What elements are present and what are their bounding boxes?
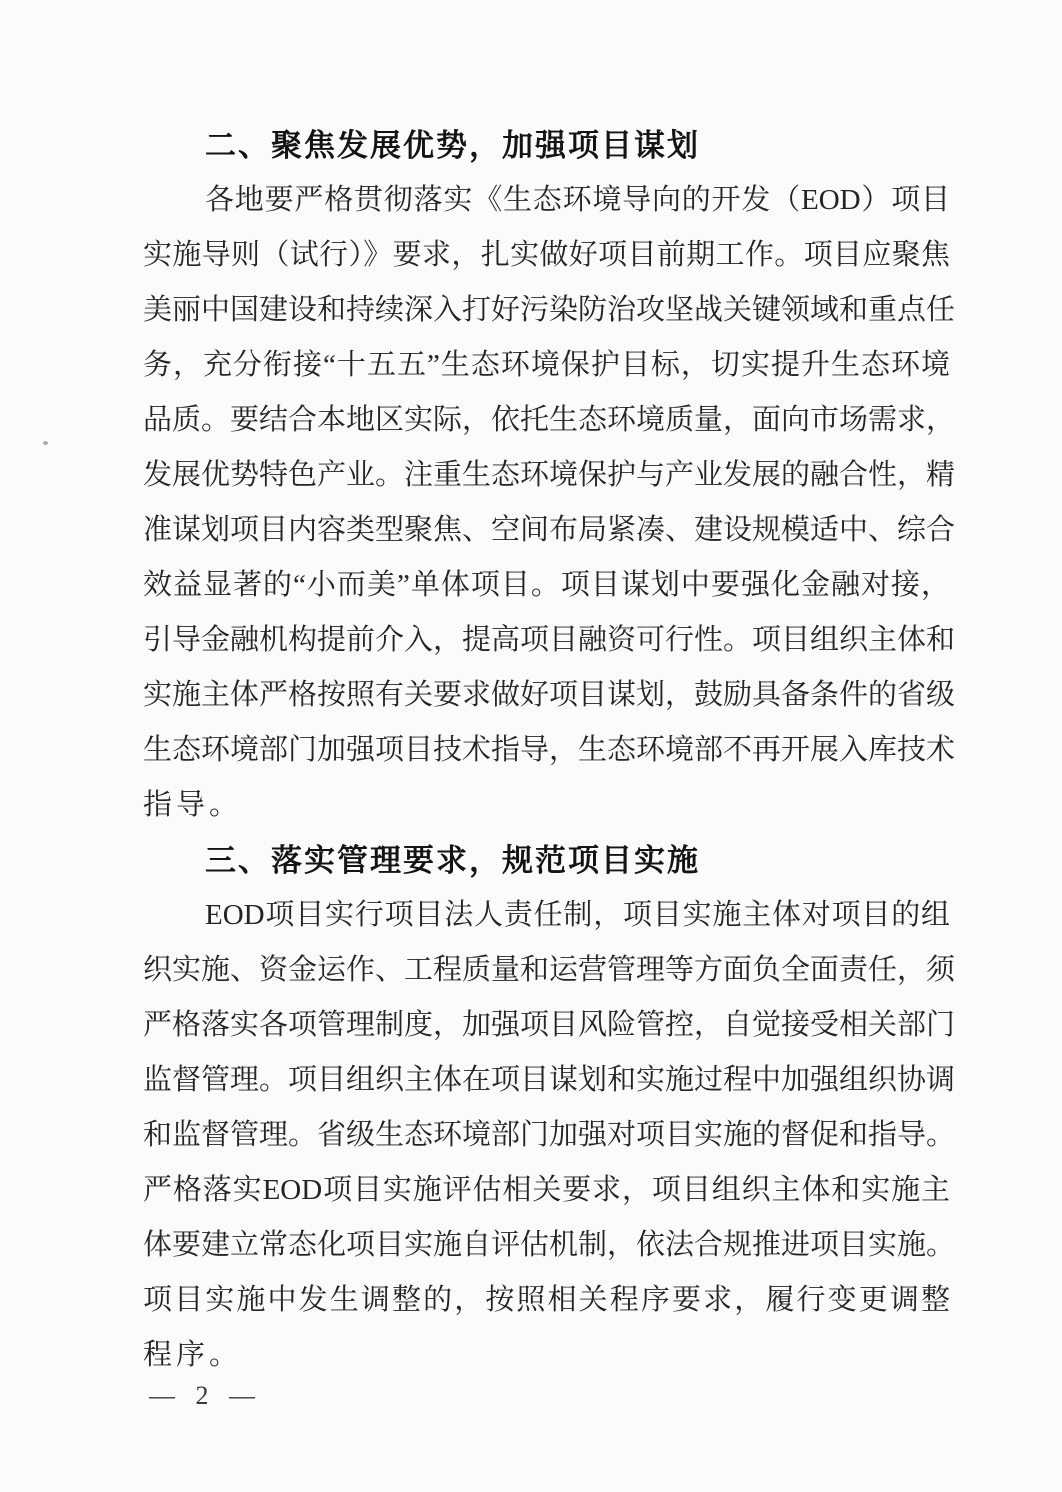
body-line: 程序。 [143, 1339, 243, 1371]
body-line: 项目实施中发生调整的，按照相关程序要求，履行变更调整 [143, 1284, 950, 1316]
body-line: 各地要严格贯彻落实《生态环境导向的开发（EOD）项目 [205, 184, 950, 216]
body-line: 指导。 [143, 789, 243, 821]
body-line: 务，充分衔接“十五五”生态环境保护目标，切实提升生态环境 [143, 349, 950, 381]
paragraph-section-2 [143, 173, 956, 833]
paragraph-section-3 [143, 888, 956, 1383]
body-line: 实施导则（试行）》要求，扎实做好项目前期工作。项目应聚焦 [143, 239, 950, 271]
page-number: — 2 — [149, 1381, 262, 1410]
body-line: 生态环境部门加强项目技术指导，生态环境部不再开展入库技术 [143, 734, 956, 766]
body-line: 实施主体严格按照有关要求做好项目谋划，鼓励具备条件的省级 [143, 679, 956, 711]
body-line: 发展优势特色产业。注重生态环境保护与产业发展的融合性，精 [143, 459, 956, 491]
body-line: 体要建立常态化项目实施自评估机制，依法合规推进项目实施。 [143, 1229, 956, 1261]
body-line: EOD项目实行项目法人责任制，项目实施主体对项目的组 [205, 899, 950, 931]
body-line: 监督管理。项目组织主体在项目谋划和实施过程中加强组织协调 [143, 1064, 956, 1096]
body-line: 严格落实各项管理制度，加强项目风险管控，自觉接受相关部门 [143, 1009, 956, 1041]
body-line: 品质。要结合本地区实际，依托生态环境质量，面向市场需求， [143, 404, 956, 436]
section-heading-3: 三、落实管理要求，规范项目实施 [205, 843, 700, 878]
body-line: 织实施、资金运作、工程质量和运营管理等方面负全面责任，须 [143, 954, 956, 986]
body-line: 引导金融机构提前介入，提高项目融资可行性。项目组织主体和 [143, 624, 956, 656]
body-line: 严格落实EOD项目实施评估相关要求，项目组织主体和实施主 [143, 1174, 950, 1206]
section-heading-2: 二、聚焦发展优势，加强项目谋划 [205, 128, 700, 163]
body-line: 准谋划项目内容类型聚焦、空间布局紧凑、建设规模适中、综合 [143, 514, 956, 546]
body-line: 和监督管理。省级生态环境部门加强对项目实施的督促和指导。 [143, 1119, 956, 1151]
body-line: 效益显著的“小而美”单体项目。项目谋划中要强化金融对接， [143, 569, 950, 601]
body-line: 美丽中国建设和持续深入打好污染防治攻坚战关键领域和重点任 [143, 294, 956, 326]
scan-speck [43, 441, 48, 445]
